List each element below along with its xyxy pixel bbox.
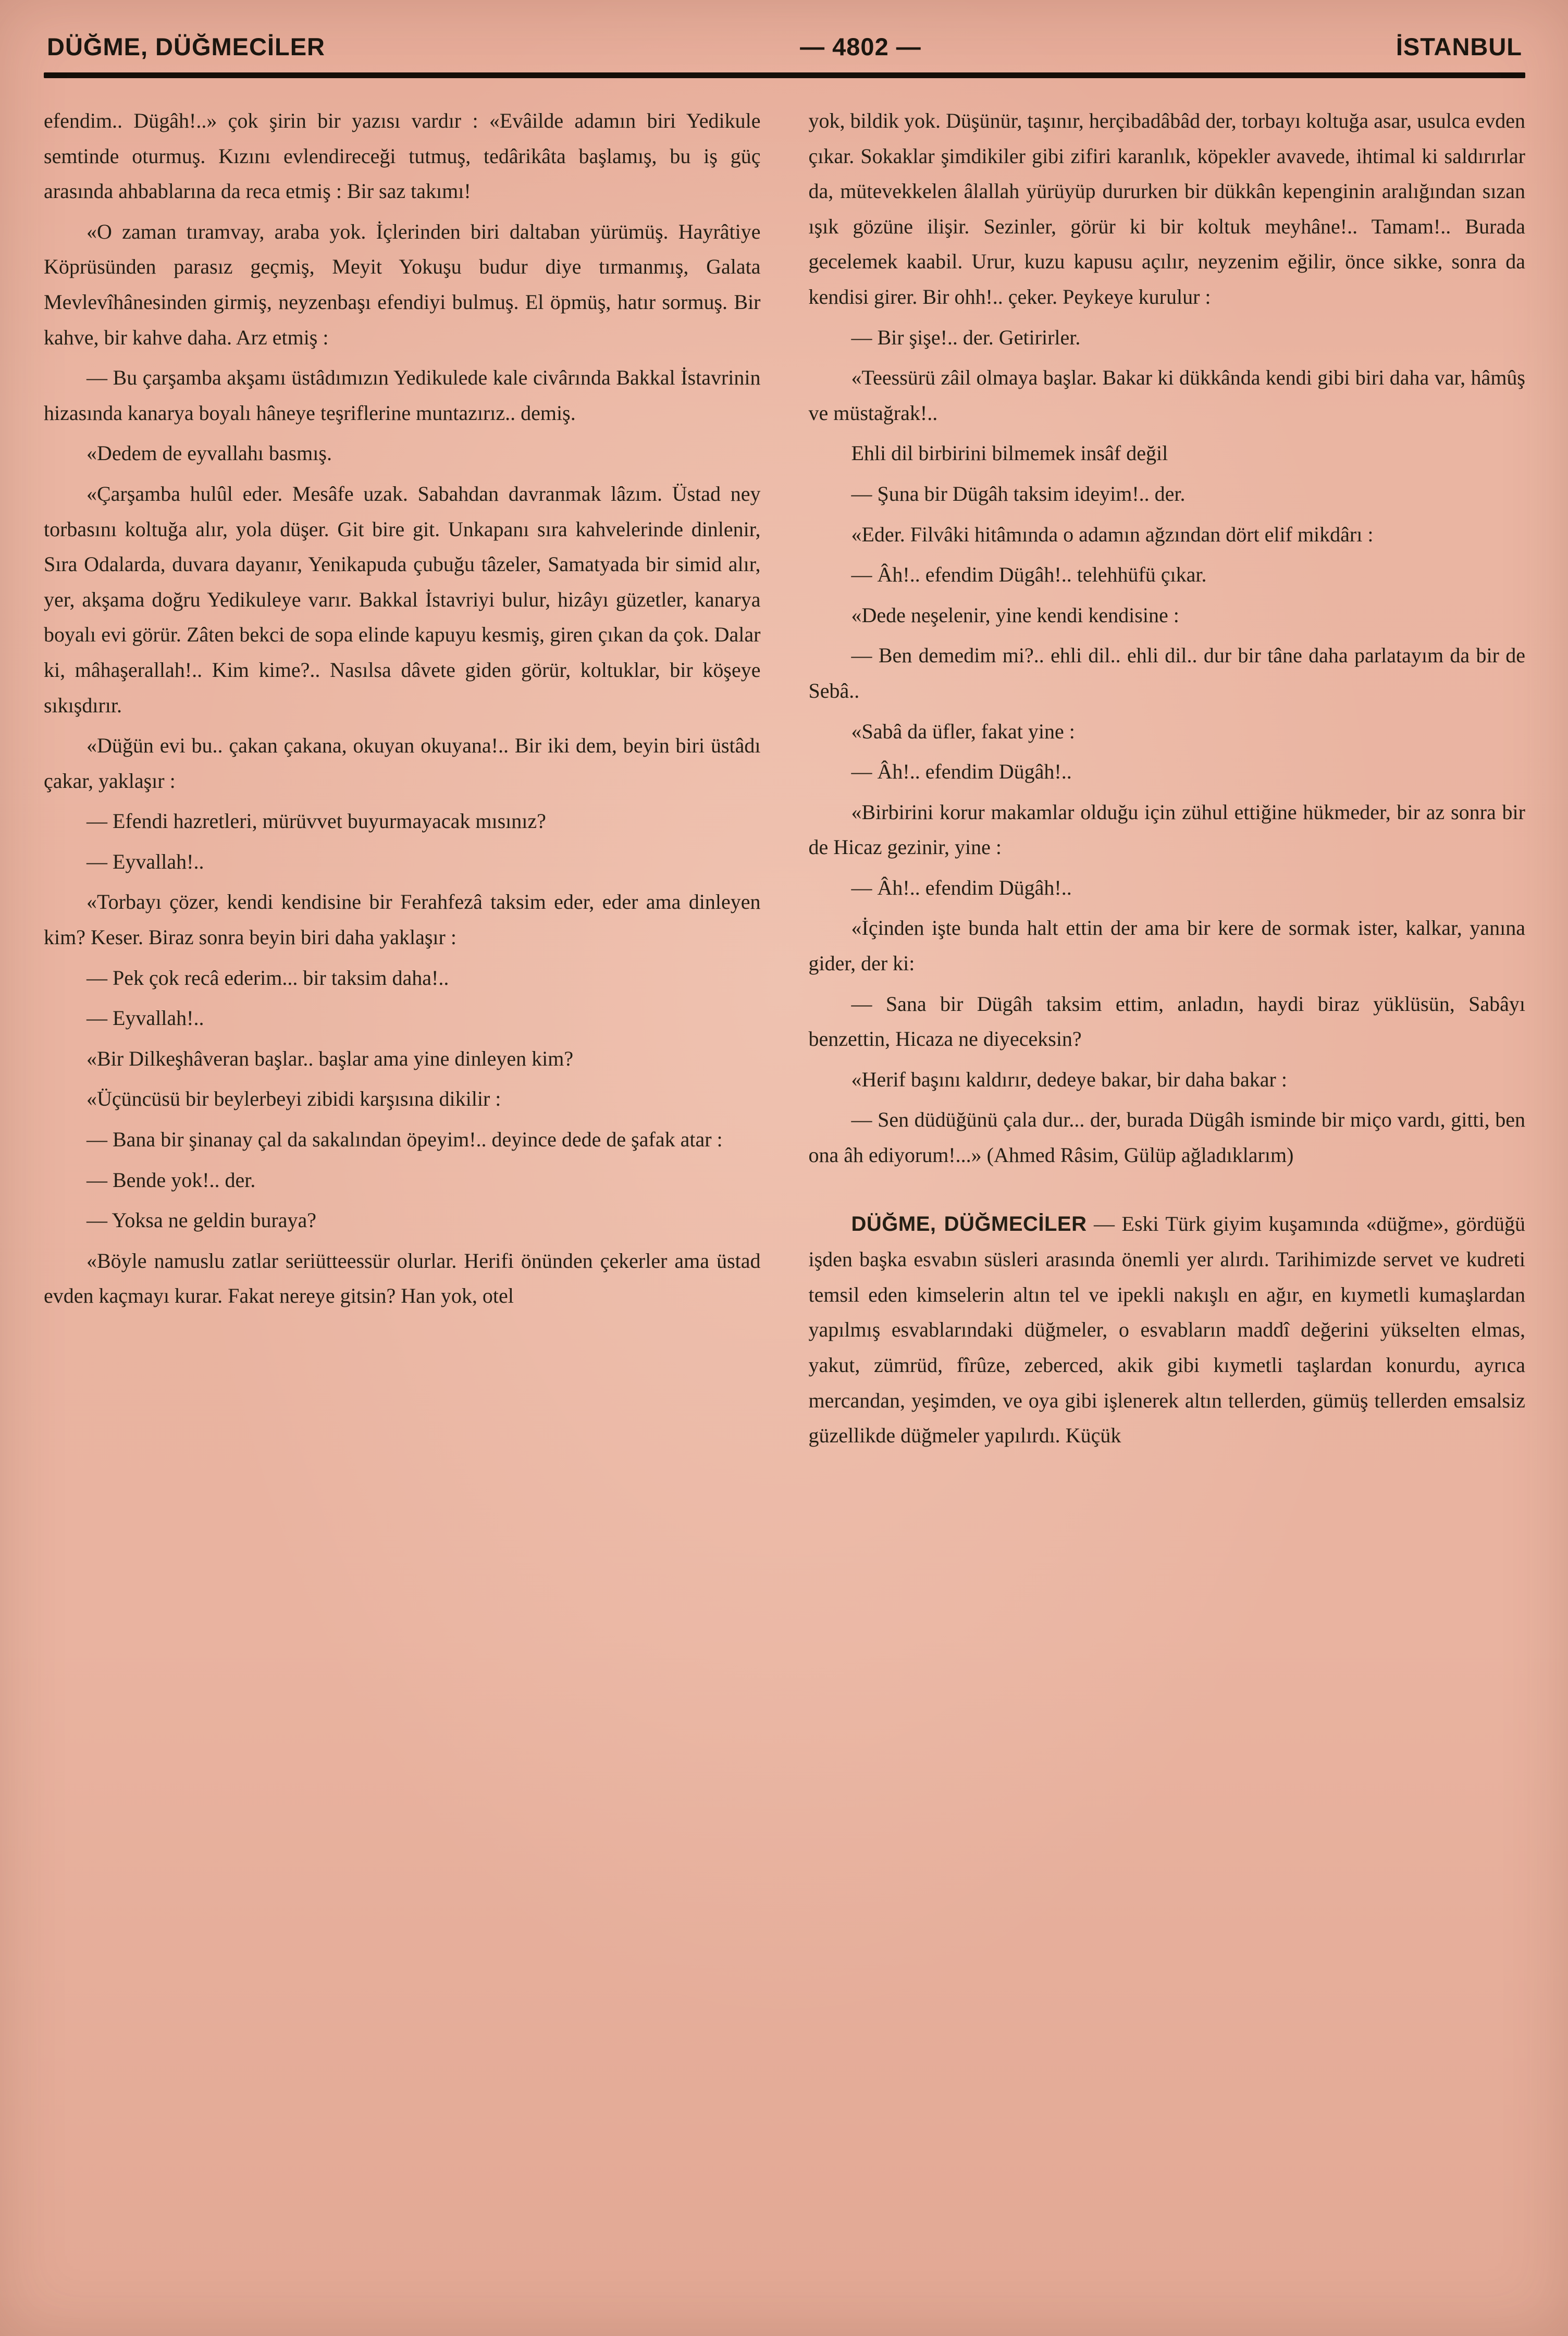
- text-columns: [44, 103, 1525, 1459]
- paragraph: — Sen düdüğünü çala dur... der, burada Dügâh isminde bir miço vardı, gitti, ben ona âh ediyorum!...» (Ahmed Râsim, Gülüp ağladıklarım): [808, 1108, 1525, 1167]
- paragraph: «İçinden işte bunda halt ettin der ama bir kere de sormak ister, kalkar, yanına gider, der ki:: [808, 916, 1525, 975]
- paragraph: «Dedem de eyvallahı basmış.: [87, 441, 332, 465]
- text-column-right: [809, 103, 1526, 1459]
- paragraph: — Âh!.. efendim Dügâh!..: [851, 875, 1072, 899]
- page-header: [44, 32, 1525, 61]
- paragraph: «Düğün evi bu.. çakan çakana, okuyan okuyana!.. Bir iki dem, beyin biri üstâdı çakar, yaklaşır :: [44, 734, 761, 793]
- paragraph: — Âh!.. efendim Dügâh!..: [851, 760, 1072, 784]
- paragraph: «Üçüncüsü bir beylerbeyi zibidi karşısına dikilir :: [87, 1087, 501, 1111]
- paragraph: «Böyle namuslu zatlar seriütteessür olurlar. Herifi önünden çekerler ama üstad evden kaçmayı kurar. Fakat nereye gitsin? Han yok, otel: [44, 1249, 761, 1308]
- paragraph: — Efendi hazretleri, mürüvvet buyurmayacak mısınız?: [87, 809, 546, 833]
- paragraph: — Bende yok!.. der.: [87, 1168, 256, 1192]
- paragraph: «Torbayı çözer, kendi kendisine bir Ferahfezâ taksim eder, eder ama dinleyen kim? Keser. Biraz sonra beyin biri daha yaklaşır :: [44, 890, 761, 949]
- paragraph: «Çarşamba hulûl eder. Mesâfe uzak. Sabahdan davranmak lâzım. Üstad ney torbasını koltuğa alır, yola düşer. Git bire git. Unkapanı sıra kahvelerinde dinlenir, Sıra Odalarda, duvara dayanır, Yenikapuda çubuğu tâzeler, Samatyada bir simid alır, yer, akşama doğru Yedikuleye varır. Bakkal İstavriyi bulur, hizâyı güzetler, kanarya boyalı evi görür. Zâten bekci de sopa elinde kapuyu kesmiş, giren çıkan da çok. Dalar ki, mâhaşerallah!.. Kim kime?.. Nasılsa dâvete giden görür, koltuklar, bir köşeye sıkışdırır.: [44, 481, 761, 717]
- paragraph: Ehli dil birbirini bilmemek insâf değil: [851, 441, 1168, 465]
- paragraph: — Ben demedim mi?.. ehli dil.. ehli dil.. dur bir tâne daha parlatayım da bir de Sebâ..: [808, 644, 1525, 702]
- header-entry-title: DÜĞME, DÜĞMECİLER: [47, 33, 325, 60]
- paragraph: — Bir şişe!.. der. Getirirler.: [851, 325, 1081, 349]
- paragraph: efendim.. Dügâh!..» çok şirin bir yazısı vardır : «Evâilde adamın biri Yedikule semtinde oturmuş. Kızını evlendireceği tutmuş, tedârikâta başlamış, bu iş güç arasında ahbablarına da reca etmiş : Bir saz takımı!: [44, 109, 761, 203]
- paragraph: — Eyvallah!..: [87, 849, 204, 873]
- paragraph: — Bana bir şinanay çal da sakalından öpeyim!.. deyince dede de şafak atar :: [87, 1128, 723, 1152]
- paragraph: — Pek çok recâ ederim... bir taksim daha!..: [87, 966, 449, 990]
- paragraph: «Herif başını kaldırır, dedeye bakar, bir daha bakar :: [851, 1067, 1287, 1091]
- header-rule: [44, 72, 1525, 78]
- paragraph: — Âh!.. efendim Dügâh!.. telehhüfü çıkar.: [851, 563, 1207, 587]
- paragraph: «Teessürü zâil olmaya başlar. Bakar ki dükkânda kendi gibi biri daha var, hâmûş ve müstağrak!..: [808, 366, 1525, 425]
- paragraph: — Eyvallah!..: [87, 1006, 204, 1030]
- paragraph: «Dede neşelenir, yine kendi kendisine :: [851, 603, 1179, 627]
- paragraph: — Şuna bir Dügâh taksim ideyim!.. der.: [851, 481, 1186, 505]
- paragraph: «Sabâ da üfler, fakat yine :: [851, 719, 1075, 743]
- entry-heading: DÜĞME, DÜĞMECİLER: [851, 1212, 1087, 1235]
- header-volume-title: İSTANBUL: [1396, 33, 1522, 60]
- paragraph: — Bu çarşamba akşamı üstâdımızın Yedikulede kale civârında Bakkal İstavrinin hizasında kanarya boyalı hâneye teşriflerine muntazırız.. demiş.: [44, 366, 761, 425]
- paragraph: yok, bildik yok. Düşünür, taşınır, herçibadâbâd der, torbayı koltuğa asar, usulca evden çıkar. Sokaklar şimdikiler gibi zifiri karanlık, köpekler avavede, ihtimal ki saldırırlar da, mütevekkelen âlallah yürüyüp dururken bir dükkân kepenginin aralığından sızan ışık gözüne ilişir. Sezinler, görür ki bir koltuk meyhâne!.. Tamam!.. Burada gecelemek kaabil. Urur, kuzu kapusu açılır, neyzenim eğilir, önce sikke, sonra da kendisi girer. Bir ohh!.. çeker. Peykeye kurulur :: [808, 109, 1525, 308]
- paragraph: «Bir Dilkeşhâveran başlar.. başlar ama yine dinleyen kim?: [87, 1046, 574, 1070]
- paragraph: «Eder. Filvâki hitâmında o adamın ağzından dört elif mikdârı :: [851, 522, 1374, 546]
- paragraph: — Sana bir Dügâh taksim ettim, anladın, haydi biraz yüklüsün, Sabâyı benzettin, Hicaza ne diyeceksin?: [808, 992, 1525, 1051]
- page-number: — 4802 —: [800, 33, 921, 60]
- text-column-left: [44, 103, 761, 1459]
- paragraph: — Yoksa ne geldin buraya?: [87, 1208, 317, 1232]
- paragraph: «Birbirini korur makamlar olduğu için zühul ettiğine hükmeder, bir az sonra bir de Hicaz gezinir, yine :: [808, 800, 1525, 859]
- entry-paragraph: DÜĞME, DÜĞMECİLER — Eski Türk giyim kuşamında «düğme», gördüğü işden başka esvabın süsleri arasında önemli yer alırdı. Tarihimizde servet ve kudreti temsil eden kimselerin altın tel ve ipekli nakışlı en ağır, en kıymetli kumaşlardan yapılmış esvablarındaki düğmeler, o esvabların maddî değerini yükselten elmas, yakut, zümrüd, fîrûze, zeberced, akik gibi kıymetli taşlardan konurdu, ayrıca mercandan, yeşimden, ve oya gibi işlenerek altın tellerden, gümüş tellerden emsalsiz güzellikde düğmeler yapılırdı. Küçük: [808, 1212, 1526, 1448]
- paragraph: «O zaman tıramvay, araba yok. İçlerinden biri daltaban yürümüş. Hayrâtiye Köprüsünden parasız geçmiş, Meyit Yokuşu budur diye tırmanmış, Galata Mevlevîhânesinden girmiş, neyzenbaşı efendiyi bulmuş. El öpmüş, hatır sormuş. Bir kahve, bir kahve daha. Arz etmiş :: [44, 219, 761, 349]
